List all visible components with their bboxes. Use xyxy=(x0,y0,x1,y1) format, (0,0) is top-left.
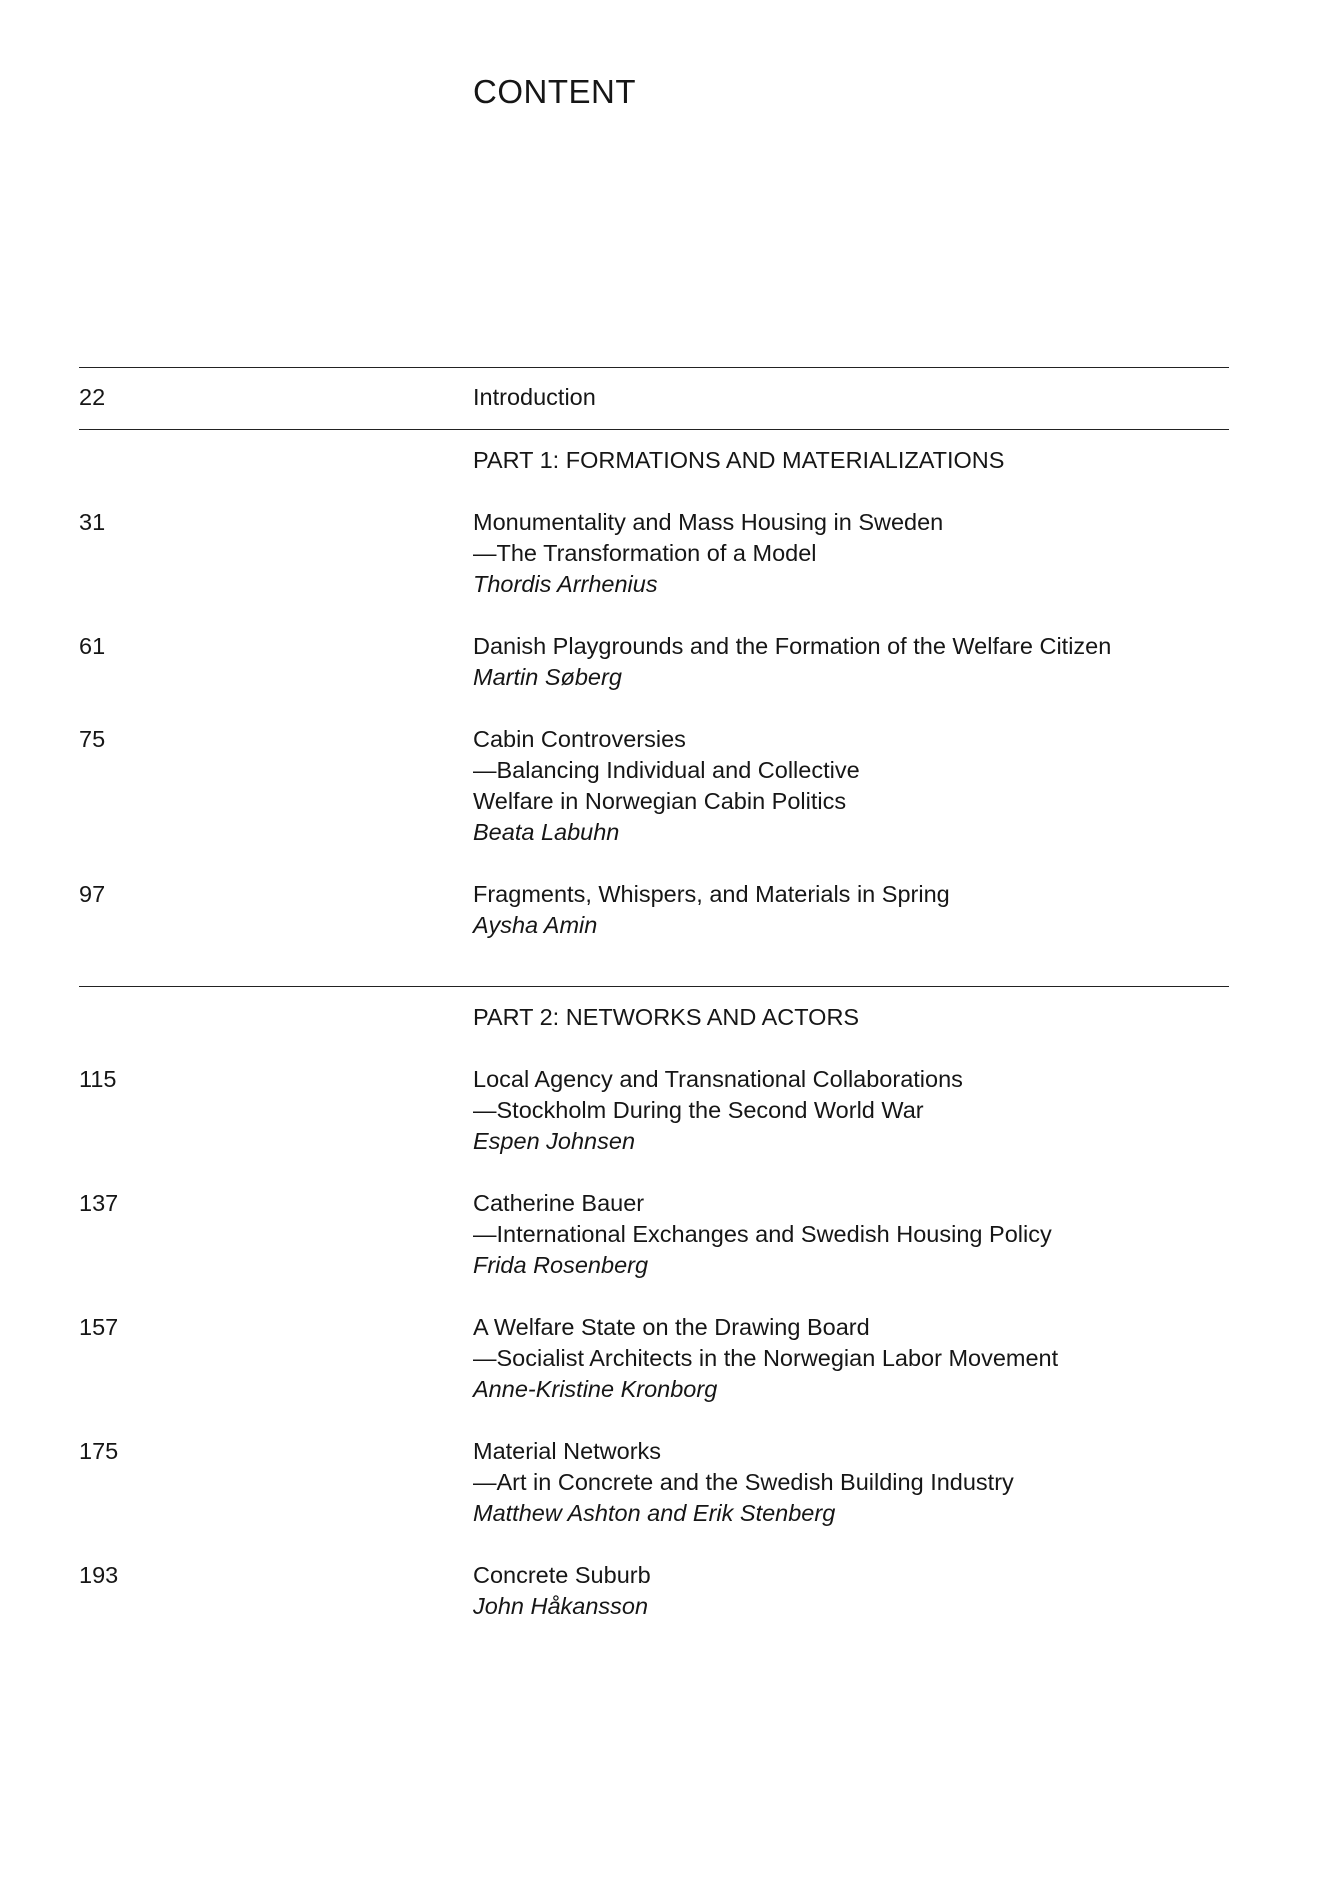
page-number: 61 xyxy=(79,633,106,659)
entry-author: Frida Rosenberg xyxy=(473,1252,649,1278)
entry-author: Martin Søberg xyxy=(473,664,622,690)
entry-subtitle: Welfare in Norwegian Cabin Politics xyxy=(473,788,847,814)
entry-title: Fragments, Whispers, and Materials in Spring xyxy=(473,881,950,907)
entry-author: Espen Johnsen xyxy=(473,1128,636,1154)
entry-subtitle: —Socialist Architects in the Norwegian Labor Movement xyxy=(473,1345,1059,1371)
entry-subtitle: —Balancing Individual and Collective xyxy=(473,757,860,783)
entry-subtitle: —Art in Concrete and the Swedish Building Industry xyxy=(473,1469,1014,1495)
page-number: 75 xyxy=(79,726,106,752)
entry-title: Cabin Controversies xyxy=(473,726,686,752)
entry-title: Introduction xyxy=(473,384,596,410)
part-heading: PART 2: NETWORKS AND ACTORS xyxy=(473,1004,860,1030)
entry-title: Concrete Suburb xyxy=(473,1562,651,1588)
entry-author: Anne-Kristine Kronborg xyxy=(473,1376,718,1402)
entry-author: John Håkansson xyxy=(473,1593,649,1619)
divider-top xyxy=(79,367,1229,368)
entry-subtitle: —Stockholm During the Second World War xyxy=(473,1097,924,1123)
entry-title: Local Agency and Transnational Collaborations xyxy=(473,1066,963,1092)
page-number: 22 xyxy=(79,384,106,410)
entry-title: Material Networks xyxy=(473,1438,662,1464)
entry-title: Danish Playgrounds and the Formation of the Welfare Citizen xyxy=(473,633,1112,659)
page-number: 193 xyxy=(79,1562,119,1588)
page-number: 137 xyxy=(79,1190,119,1216)
page-number: 97 xyxy=(79,881,106,907)
page-number: 31 xyxy=(79,509,106,535)
entry-title: Catherine Bauer xyxy=(473,1190,645,1216)
page-number: 115 xyxy=(79,1066,117,1092)
page-title: CONTENT xyxy=(473,73,636,110)
divider-part-2 xyxy=(79,986,1229,987)
part-heading: PART 1: FORMATIONS AND MATERIALIZATIONS xyxy=(473,447,1005,473)
entry-subtitle: —The Transformation of a Model xyxy=(473,540,817,566)
divider-intro xyxy=(79,429,1229,430)
entry-author: Beata Labuhn xyxy=(473,819,620,845)
page-number: 175 xyxy=(79,1438,119,1464)
entry-subtitle: —International Exchanges and Swedish Housing Policy xyxy=(473,1221,1052,1247)
entry-title: A Welfare State on the Drawing Board xyxy=(473,1314,870,1340)
entry-author: Matthew Ashton and Erik Stenberg xyxy=(473,1500,836,1526)
entry-author: Aysha Amin xyxy=(473,912,598,938)
page-number: 157 xyxy=(79,1314,119,1340)
entry-author: Thordis Arrhenius xyxy=(473,571,658,597)
entry-title: Monumentality and Mass Housing in Sweden xyxy=(473,509,944,535)
